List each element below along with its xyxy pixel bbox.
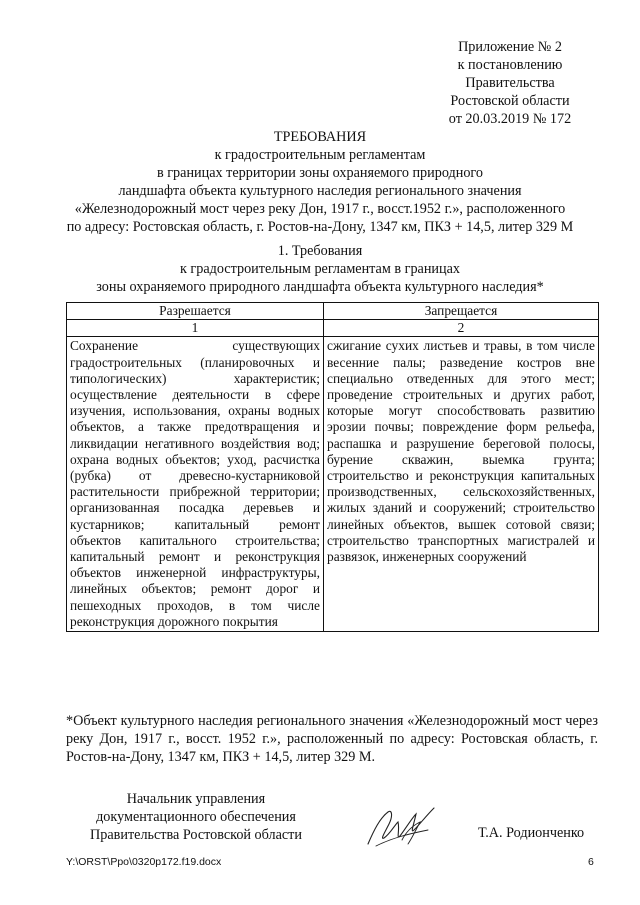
forbidden-activities-cell: сжигание сухих листьев и травы, в том числе весенние палы; разведение костров вне специально отведенных для этого мест; проведение строительных и других работ, которые могут способствовать развитию эрозии почвы; повреждение форм рельефа, распашка и разрушение береговой полосы, бурение скважин, выемка грунта; строительство и реконструкция капитальных производственных, сельскохозяйственных, жилых зданий и сооружений; строительство линейных объектов, вышек сотовой связи; строительство транспортных магистралей и развязок, инженерных сооружений (324, 337, 599, 632)
appendix-line: от 20.03.2019 № 172 (448, 111, 572, 127)
section-line: 1. Требования (277, 243, 363, 259)
table-number-row (67, 320, 599, 337)
document-title (60, 128, 580, 236)
column-number: 1 (67, 320, 324, 337)
title-heading: ТРЕБОВАНИЯ (273, 129, 367, 145)
footnote: *Объект культурного наследия регионального значения «Железнодорожный мост через реку Дон, 1917 г., восст. 1952 г.», расположенный по адресу: Ростовская область, г. Ростов-на-Дону, 1347 км, ПКЗ + 14,5, литер 329 М. (66, 713, 598, 765)
appendix-header (430, 38, 590, 128)
page-number: 6 (588, 856, 594, 868)
position-line: Начальник управления (126, 791, 266, 807)
section-line: зоны охраняемого природного ландшафта объекта культурного наследия* (96, 279, 544, 295)
signatory-position (66, 790, 326, 844)
handwritten-signature (362, 800, 442, 852)
position-line: Правительства Ростовской области (90, 827, 302, 843)
allowed-activities-cell: Сохранение существующих градостроительных (планировочных и типологических) характеристик; осуществление деятельности в сфере изучения, использования, охраны водных объектов, а также предотвращения и ликвидации негативного воздействия вод; охрана водных объектов; уход, расчистка (рубка) от древесно-кустарниковой растительности прибрежной территории; организованная посадка деревьев и кустарников; капитальный ремонт объектов капитального строительства; капитальный ремонт и реконструкция объектов инженерной инфраструктуры, линейных объектов; ремонт дорог и пешеходных проходов, в том числе реконструкция дорожного покрытия (67, 337, 324, 632)
title-line: ландшафта объекта культурного наследия регионального значения (118, 183, 522, 199)
appendix-line: к постановлению (457, 57, 563, 73)
section-heading (60, 242, 580, 296)
table-header-row (67, 303, 599, 320)
file-path: Y:\ORST\Ppo\0320p172.f19.docx (66, 856, 222, 868)
appendix-line: Ростовской области (450, 93, 570, 109)
section-line: к градостроительным регламентам в границах (179, 261, 461, 277)
title-line: к градостроительным регламентам (214, 147, 426, 163)
table-row (67, 337, 599, 632)
requirements-table (66, 302, 599, 632)
column-header-allowed: Разрешается (67, 303, 324, 320)
column-header-forbidden: Запрещается (324, 303, 599, 320)
appendix-line: Приложение № 2 (458, 39, 562, 55)
title-line: «Железнодорожный мост через реку Дон, 1917 г., восст.1952 г.», расположенного (74, 201, 566, 217)
appendix-line: Правительства (465, 75, 555, 91)
column-number: 2 (324, 320, 599, 337)
title-line: в границах территории зоны охраняемого природного (156, 165, 483, 181)
position-line: документационного обеспечения (96, 809, 296, 825)
title-line: по адресу: Ростовская область, г. Ростов-на-Дону, 1347 км, ПКЗ + 14,5, литер 329 М (66, 219, 574, 235)
signer-name: Т.А. Родионченко (478, 825, 585, 841)
